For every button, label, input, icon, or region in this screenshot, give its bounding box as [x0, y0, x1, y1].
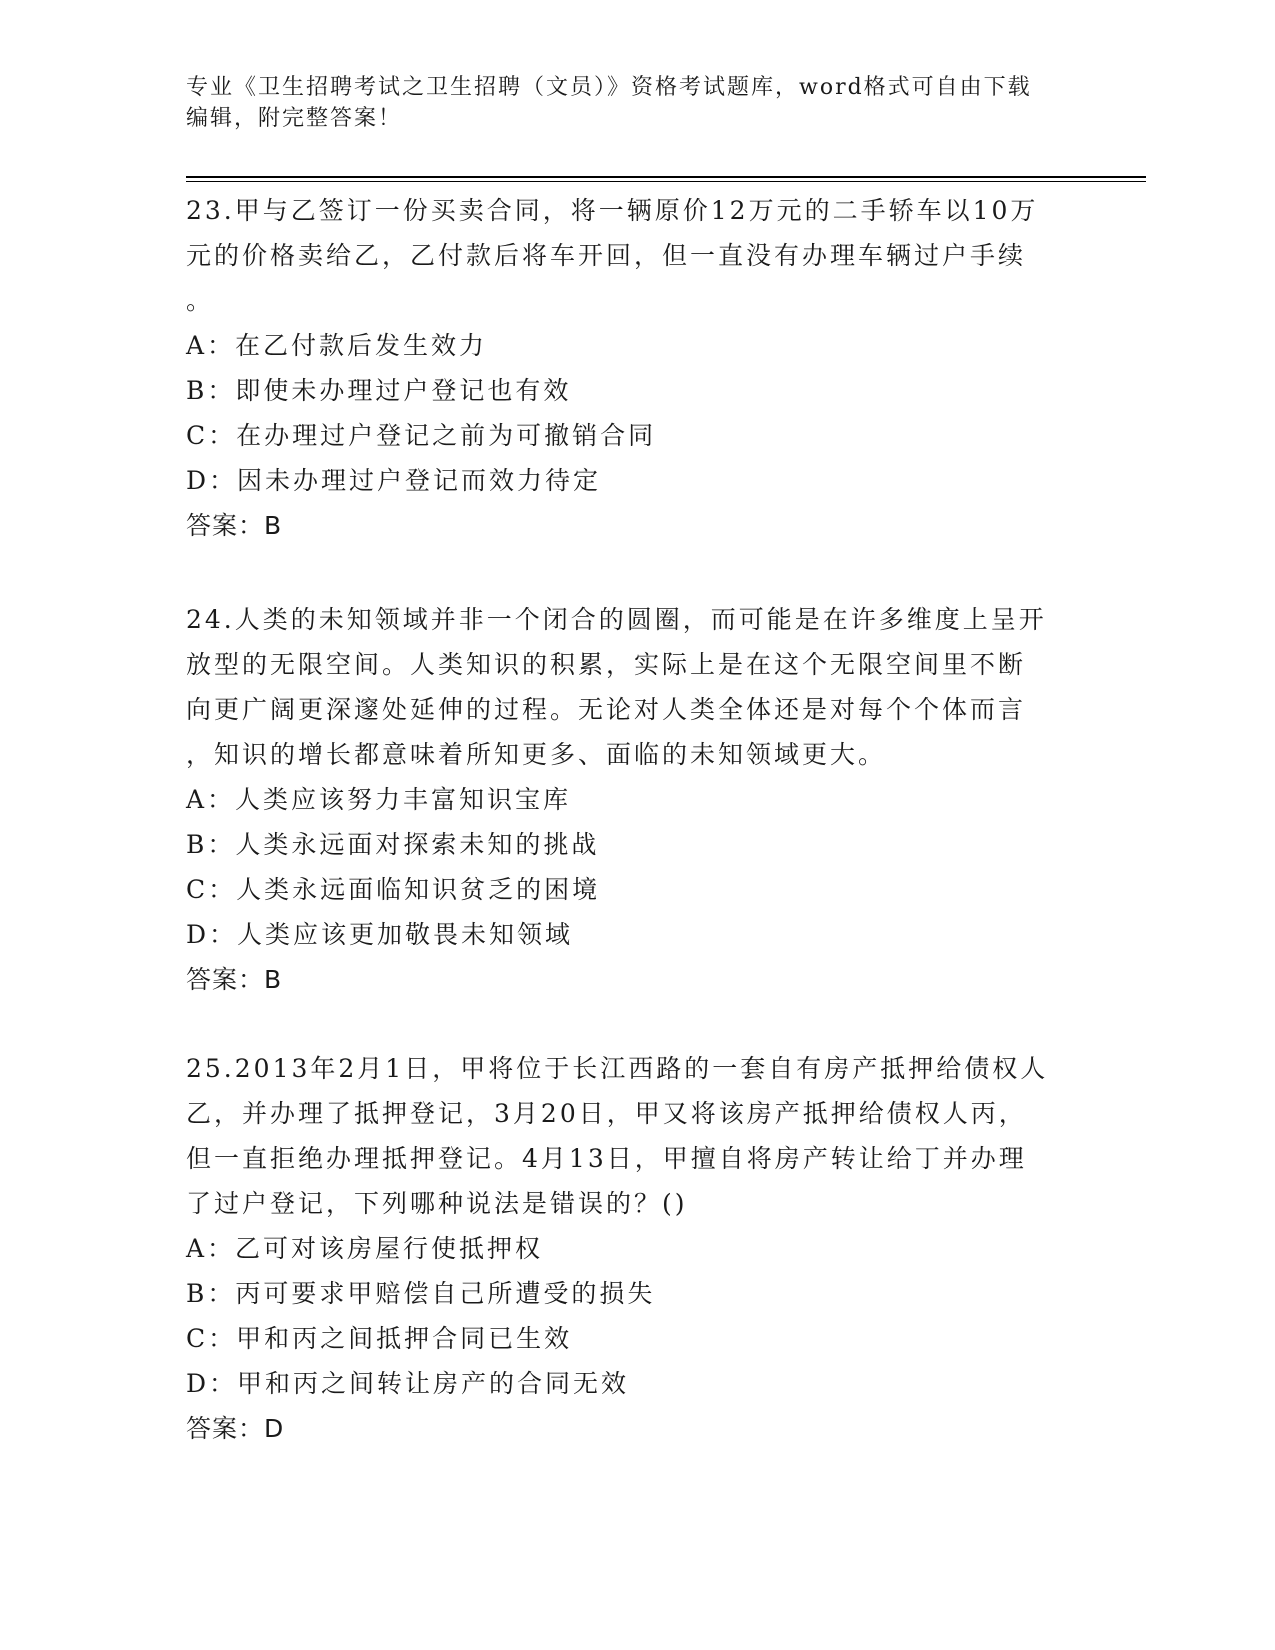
question-stem: 24.人类的未知领域并非一个闭合的圆圈，而可能是在许多维度上呈开 放型的无限空间。人类知识的积累，实际上是在这个无限空间里不断 向更广阔更深邃处延伸的过程。无论对人类全体还是对每个个体而言 ，知识的增长都意味着所知更多、面临的未知领域更大。	[186, 605, 1047, 769]
answer-line: 答案：B	[186, 511, 283, 540]
question-24	[186, 597, 1086, 1002]
header-divider-thin	[186, 181, 1146, 182]
option-b: B：人类永远面对探索未知的挑战	[186, 830, 600, 859]
question-stem: 23.甲与乙签订一份买卖合同，将一辆原价12万元的二手轿车以10万 元的价格卖给乙，乙付款后将车开回，但一直没有办理车辆过户手续 。	[186, 196, 1039, 315]
option-b: B：丙可要求甲赔偿自己所遭受的损失	[186, 1279, 656, 1308]
answer-line: 答案：D	[186, 1414, 285, 1443]
option-d: D：因未办理过户登记而效力待定	[186, 466, 602, 495]
answer-line: 答案：B	[186, 965, 283, 994]
option-c: C：甲和丙之间抵押合同已生效	[186, 1324, 573, 1353]
question-25	[186, 1046, 1086, 1451]
option-b: B：即使未办理过户登记也有效	[186, 376, 572, 405]
option-a: A：人类应该努力丰富知识宝库	[186, 785, 572, 814]
option-d: D：甲和丙之间转让房产的合同无效	[186, 1369, 630, 1398]
document-header	[186, 72, 1066, 134]
option-c: C：人类永远面临知识贫乏的困境	[186, 875, 601, 904]
header-line-2: 编辑，附完整答案！	[186, 106, 403, 131]
header-line-1: 专业《卫生招聘考试之卫生招聘（文员）》资格考试题库，word格式可自由下载	[186, 75, 1032, 100]
question-stem: 25.2013年2月1日，甲将位于长江西路的一套自有房产抵押给债权人 乙，并办理了抵押登记，3月20日，甲又将该房产抵押给债权人丙， 但一直拒绝办理抵押登记。4月13日，甲擅自将房产转让给丁并办理 了过户登记，下列哪种说法是错误的？()	[186, 1054, 1049, 1218]
option-a: A：在乙付款后发生效力	[186, 331, 488, 360]
option-a: A：乙可对该房屋行使抵押权	[186, 1234, 544, 1263]
option-d: D：人类应该更加敬畏未知领域	[186, 920, 574, 949]
header-divider-thick	[186, 176, 1146, 178]
question-23	[186, 188, 1086, 548]
option-c: C：在办理过户登记之前为可撤销合同	[186, 421, 657, 450]
